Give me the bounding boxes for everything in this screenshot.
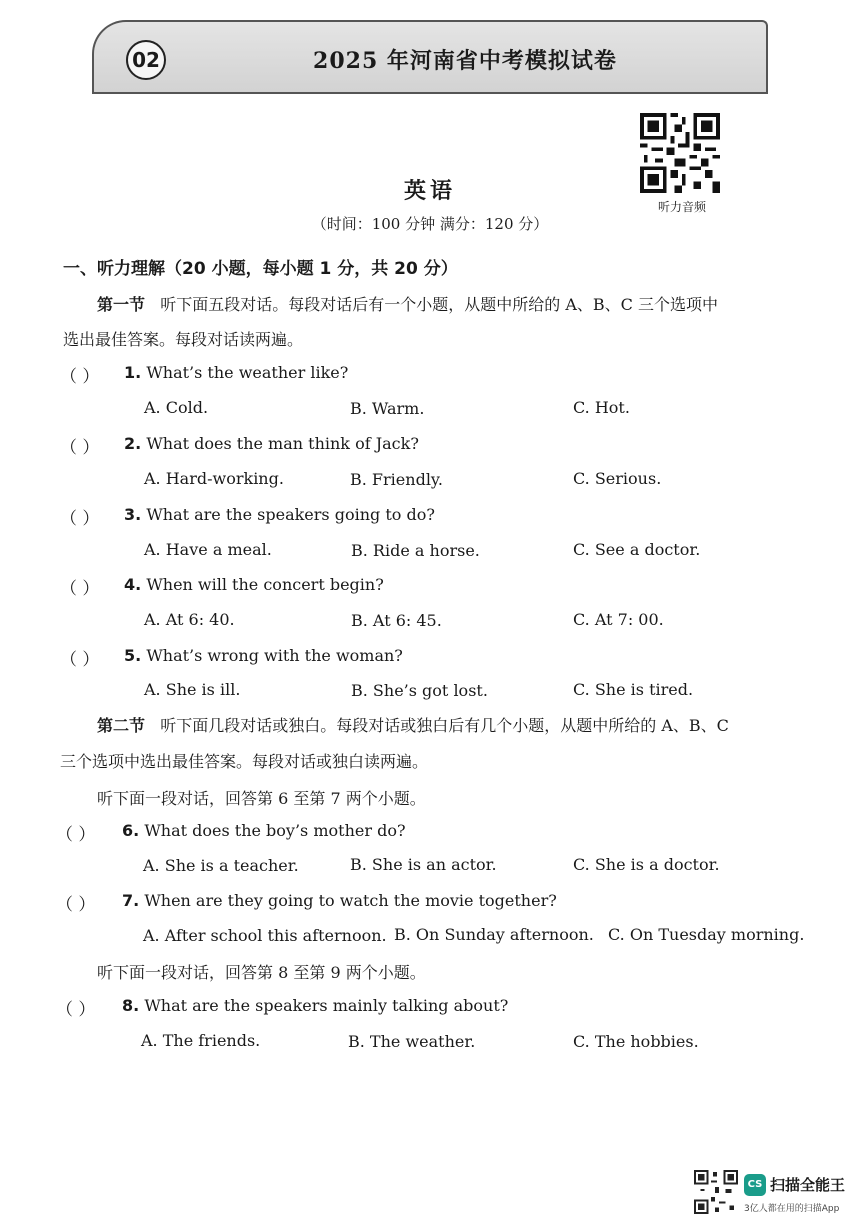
part2-instr-line2: 三个选项中选出最佳答案。每段对话或独白读两遍。 [60,752,429,771]
option-c: C. She is a doctor. [573,855,720,874]
option-a: A. Have a meal. [144,540,272,559]
option-b: B. On Sunday afternoon. [394,925,594,944]
answer-blank[interactable]: （ ） [60,438,100,458]
option-b: B. Ride a horse. [351,541,480,560]
question-number: 2. [124,434,142,453]
note-questions-8-9: 听下面一段对话，回答第 8 至第 9 两个小题。 [97,963,426,982]
part2-title: 第二节 [97,716,146,735]
option-a: A. After school this afternoon. [143,926,387,945]
question-number: 6. [122,821,140,840]
question-text: What does the man think of Jack? [146,434,419,453]
option-a: A. Cold. [144,398,209,417]
answer-blank[interactable]: （ ） [56,895,96,915]
header-underline [92,92,768,94]
answer-blank[interactable]: （ ） [60,650,100,670]
question-text: When will the concert begin? [146,575,384,594]
option-a: A. She is ill. [144,680,241,699]
question-number: 1. [124,363,142,382]
question-text: What are the speakers mainly talking about? [144,996,509,1015]
scanner-app-name: 扫描全能王 [770,1176,846,1194]
scanner-app-tagline: 3亿人都在用的扫描App [744,1204,840,1214]
option-b: B. She is an actor. [350,855,497,874]
question-item [124,363,348,382]
question-text: When are they going to watch the movie together? [144,891,557,910]
question-number: 3. [124,505,142,524]
option-b: B. At 6: 45. [351,611,442,630]
answer-blank[interactable]: （ ） [60,579,100,599]
scanner-app-qr-code [694,1170,738,1214]
option-a: A. The friends. [141,1031,261,1050]
exam-meta: （时间：100 分钟 满分：120 分） [311,215,549,233]
option-a: A. Hard-working. [144,469,284,488]
part1-instr-line1: 听下面五段对话。每段对话后有一个小题，从题中所给的 A、B、C 三个选项中 [160,295,719,314]
question-item [124,575,384,594]
option-a: A. She is a teacher. [143,856,299,875]
answer-blank[interactable]: （ ） [60,509,100,529]
option-c: C. The hobbies. [573,1032,699,1051]
question-item [122,821,406,840]
question-item [122,891,557,910]
subject-title: 英语 [403,179,456,204]
question-item [124,434,419,453]
section-heading: 一、听力理解（20 小题，每小题 1 分，共 20 分） [63,259,458,279]
option-c: C. Serious. [573,469,662,488]
question-text: What’s wrong with the woman? [146,646,403,665]
question-text: What are the speakers going to do? [146,505,435,524]
option-b: B. The weather. [348,1032,476,1051]
question-item [122,996,508,1015]
qr-label: 听力音频 [657,200,706,214]
question-text: What does the boy’s mother do? [144,821,406,840]
question-number: 7. [122,891,140,910]
answer-blank[interactable]: （ ） [60,367,100,387]
paper-number-badge: 02 [126,40,166,80]
part2-instructions [97,713,729,736]
camscanner-logo-icon: CS [744,1174,766,1196]
option-b: B. She’s got lost. [351,681,488,700]
question-number: 5. [124,646,142,665]
option-c: C. She is tired. [573,680,694,699]
option-b: B. Friendly. [350,470,443,489]
exam-title: 2025 年河南省中考模拟试卷 [313,48,617,74]
part2-instr-line1: 听下面几段对话或独白。每段对话或独白后有几个小题，从题中所给的 A、B、C [160,716,729,735]
option-c: C. See a doctor. [573,540,701,559]
question-number: 8. [122,996,140,1015]
question-item [124,646,403,665]
part1-instr-line2: 选出最佳答案。每段对话读两遍。 [63,330,304,349]
part1-instructions [97,292,718,315]
option-a: A. At 6: 40. [144,610,235,629]
option-c: C. At 7: 00. [573,610,664,629]
answer-blank[interactable]: （ ） [56,1000,96,1020]
option-c: C. Hot. [573,398,630,417]
answer-blank[interactable]: （ ） [56,825,96,845]
question-number: 4. [124,575,142,594]
question-item [124,505,435,524]
part1-title: 第一节 [97,295,146,314]
option-b: B. Warm. [350,399,425,418]
option-c: C. On Tuesday morning. [608,925,805,944]
listening-audio-qr-code[interactable] [640,113,720,193]
note-questions-6-7: 听下面一段对话，回答第 6 至第 7 两个小题。 [97,789,426,808]
question-text: What’s the weather like? [146,363,349,382]
